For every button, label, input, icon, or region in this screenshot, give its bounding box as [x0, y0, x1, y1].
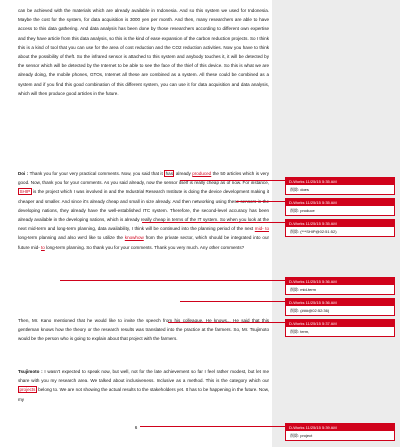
speaker-doi: Doi :	[18, 171, 29, 176]
paragraph-3: Then, Mr. Kano mentioned that he would like to invite the speech from his colleague. He knows... He said that this gentleman knows how the theory or the research results was translated into the practice at the farmers. So, Mr. Tsujimoto would be the person who is going to explain about that project with the farmers.	[18, 318, 269, 342]
comment-balloon[interactable]	[285, 423, 395, 441]
comment-body: 削除: does	[290, 187, 309, 192]
text-run: long-term planning and also we'd like to utilize the	[18, 235, 123, 241]
text-run: Thank you for your very practical comments. Now, you said that it	[29, 171, 163, 176]
text-run: belong to. We are not showing the actual results to the stakeholders yet. It has to be happening in the future. Now, my	[18, 387, 269, 402]
comment-connector	[180, 301, 285, 302]
comment-body: 削除: mid-term	[290, 287, 316, 292]
revision-inserted-mid-to[interactable]: mid- to	[254, 226, 269, 232]
revision-inserted-knowhow[interactable]: knowhow	[124, 235, 144, 241]
comment-body: 削除: project	[290, 433, 313, 438]
comment-balloon[interactable]	[285, 298, 395, 316]
comment-margin	[272, 0, 400, 447]
text-run: from the private sector, which should be integrated into our future mid-	[18, 235, 269, 250]
page-number: 6	[134, 425, 138, 430]
comment-balloon[interactable]	[285, 319, 395, 337]
comment-header: D-Works 11/25/15 5:36 AM	[286, 299, 394, 306]
comment-body: 削除: (***SHIP@02:51:52)	[290, 229, 337, 234]
comment-connector	[60, 280, 285, 281]
revision-inserted-ship[interactable]: SHIP	[19, 189, 31, 195]
text-run: is the project which I was involved in and the Industrial Research Institute is doing the device development making it cheaper and smaller. And since it's already cheap and small in size already. And then networking using these sensors in the developing nations, they already have the well-established ITC system. Therefore, the second-level accuracy has been already available in the developing nations, which is already really cheap in terms of the IT system. So when you look at the next mid-term and long-term planning, data availability, I think will be continued into the planning period of the next	[18, 189, 269, 232]
comment-balloon[interactable]	[285, 198, 395, 216]
paragraph-1: can be achieved with the materials which are already available in Indonesia. And so this system we used for Indonesia. Maybe the cost for the system, for data acquisition is 3000 yen per month. And then, many researchers are able to have access to this data gathering. And data analysis has been done by those researchers according to different own expertise and they have article from this data analysis, so this is the kind of ease expansion of the carbon reduction projects. So I think this is a kind of tool that you can use for the area of cost reduction and the CO2 reduction activities. Now you have to think about the possibility of theft. So the infrared sensor is attached to this system and anybody touches it, it will be detected by the sensor which will be detected by the Internet to be able to see the face of the thief of this device. So this is what we are already doing, the mobile phones, GTOs, Internet all these are combined as a system. All these could be combined as a system and if you find this good combination of this different system, you can use it for data acquisition and data analysis, which will then produce good articles in the future.	[18, 8, 269, 96]
comment-connector	[140, 426, 285, 427]
paragraph-doi	[18, 169, 269, 252]
comment-balloon[interactable]	[285, 177, 395, 195]
comment-balloon[interactable]	[285, 219, 395, 237]
comment-connector	[180, 180, 285, 181]
comment-balloon[interactable]	[285, 277, 395, 295]
text-run: the 50 articles which is very good. Now, thank you for your comments. As you said already, now the sensor itself is really cheap as of now. For instance,	[18, 171, 270, 186]
revision-inserted-projects[interactable]: projects	[19, 387, 36, 393]
text-run: already	[175, 171, 191, 176]
text-run: long-term planning. So thank you for your comments. Thank you very much. Any other comments?	[46, 244, 245, 250]
comment-body: 削除: produce	[290, 208, 315, 213]
comment-body: 削除: (###@02:52:36)	[290, 308, 330, 313]
text-run: I wasn't expected to speak now, but well, not for the late achievement so far I feel rather modest, but let me share with you my research area. We talked about inclusiveness. Inclusive as a method. This is the category which our	[18, 369, 269, 384]
comment-connector	[168, 322, 285, 323]
comment-header: D-Works 11/25/15 5:39 AM	[286, 424, 394, 431]
comment-header: D-Works 11/25/15 5:35 AM	[286, 199, 394, 206]
speaker-tsujimoto: Tsujimoto :	[18, 369, 43, 374]
paragraph-tsujimoto	[18, 367, 269, 404]
comment-connector	[142, 222, 285, 223]
comment-header: D-Works 11/25/15 5:36 AM	[286, 278, 394, 285]
revision-inserted-produced[interactable]: produced	[192, 171, 212, 176]
comment-body: 削除: term,	[290, 329, 310, 334]
revision-deleted-has[interactable]: has	[165, 171, 173, 176]
revision-inserted-to[interactable]: to	[41, 244, 45, 250]
comment-header: D-Works 11/25/15 5:35 AM	[286, 220, 394, 227]
comment-connector	[236, 201, 285, 202]
comment-header: D-Works 11/25/15 5:35 AM	[286, 178, 394, 185]
comment-header: D-Works 11/25/15 5:37 AM	[286, 320, 394, 327]
